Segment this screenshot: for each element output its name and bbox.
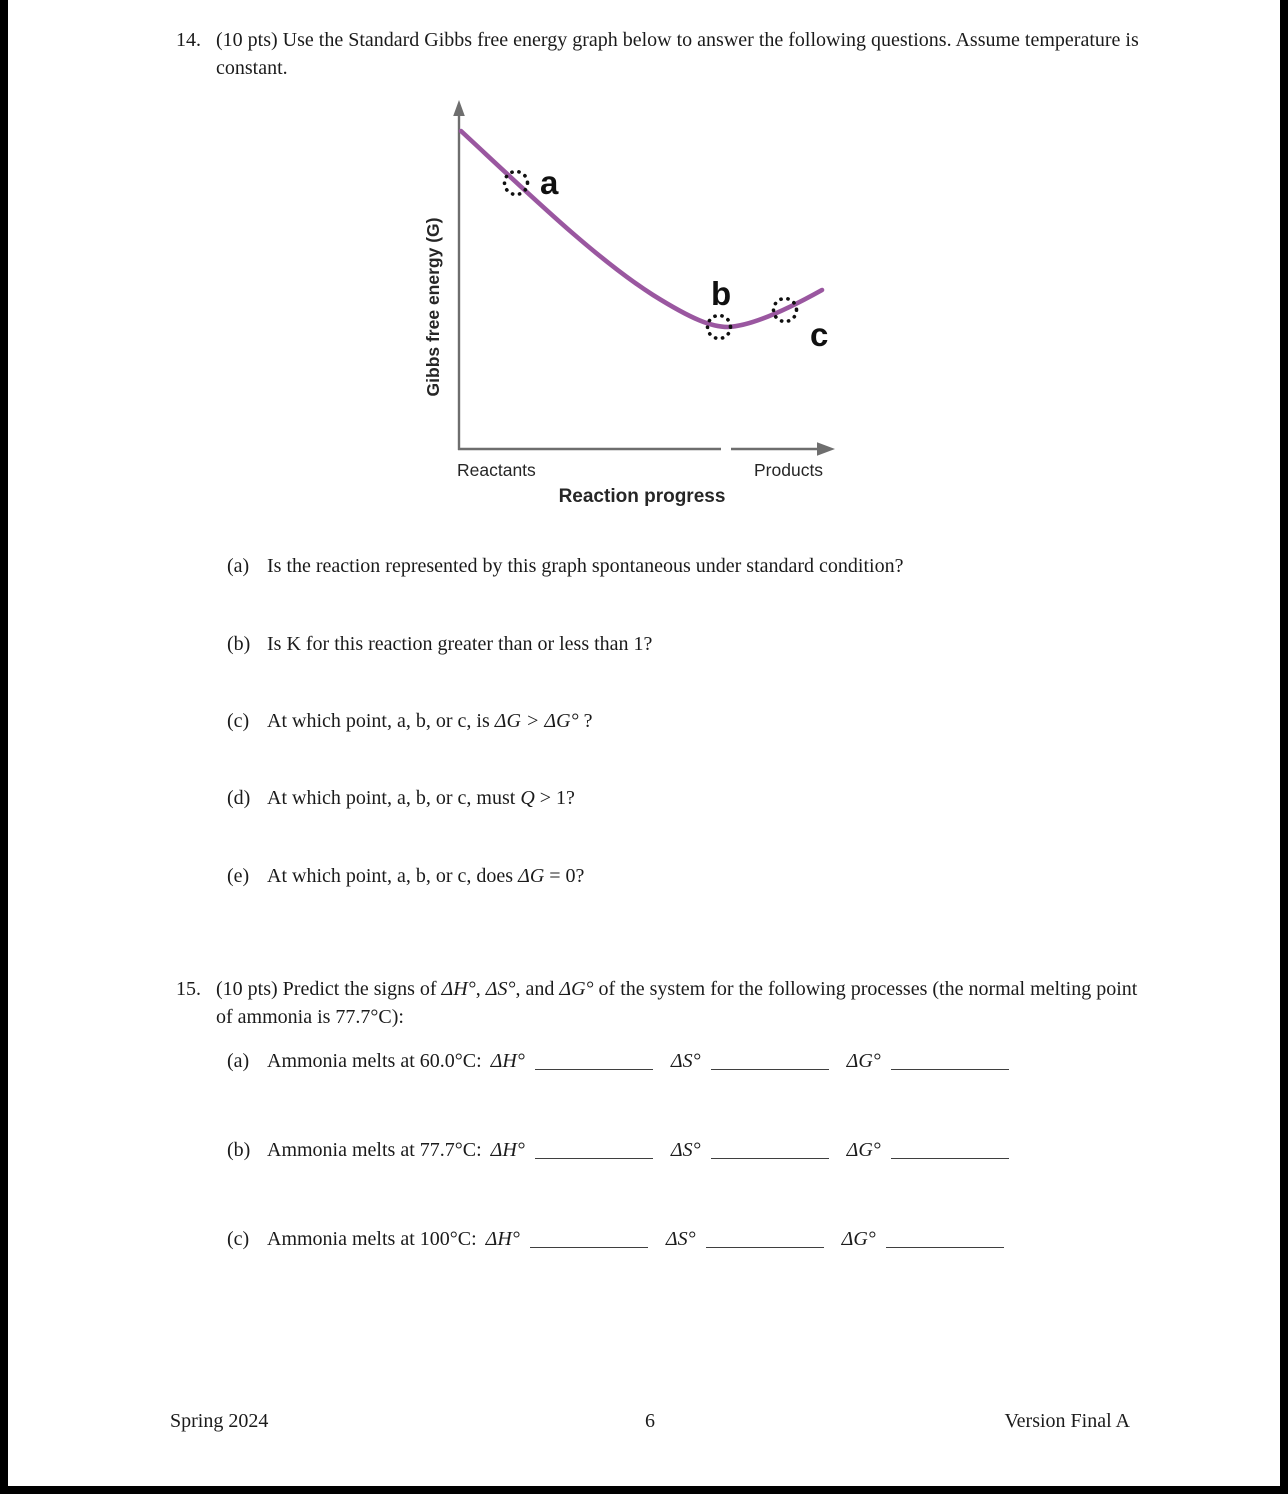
item-label: (a) xyxy=(227,1050,250,1072)
answer-blank xyxy=(535,1138,653,1159)
footer-version: Version Final A xyxy=(1004,1410,1130,1432)
x-axis-start-label: Reactants xyxy=(457,460,536,480)
point-a-label: a xyxy=(540,164,559,201)
question-15-text: (10 pts) Predict the signs of ΔH°, ΔS°, and ΔG° of the system for the following processes (the normal melting point of ammonia is 77.7°C): xyxy=(216,978,1138,1028)
question-15 xyxy=(176,975,1151,1031)
question-15-number: 15. xyxy=(176,978,201,1000)
graph-svg xyxy=(410,93,855,511)
delta-s-symbol: ΔS° xyxy=(670,1050,701,1072)
answer-blank xyxy=(886,1227,1004,1248)
question-14-item-b xyxy=(227,630,652,658)
delta-h-symbol: ΔH° xyxy=(485,1228,520,1250)
item-label: (b) xyxy=(227,1139,251,1161)
question-14-item-c xyxy=(227,707,593,735)
gibbs-energy-graph xyxy=(410,93,855,511)
gibbs-curve xyxy=(461,131,822,327)
footer-semester: Spring 2024 xyxy=(170,1410,269,1432)
x-axis-end-label: Products xyxy=(754,460,824,480)
answer-blank xyxy=(535,1049,653,1070)
point-c-label: c xyxy=(810,316,829,353)
question-14-number: 14. xyxy=(176,29,201,51)
scan-border-right xyxy=(1280,0,1288,1494)
question-14 xyxy=(176,26,1151,82)
item-text: Ammonia melts at 100°C: xyxy=(267,1228,477,1250)
scan-border-left xyxy=(0,0,8,1494)
item-text: At which point, a, b, or c, is ΔG > ΔG° ? xyxy=(267,710,593,732)
delta-g-symbol: ΔG° xyxy=(846,1139,881,1161)
item-label: (e) xyxy=(227,865,250,887)
question-15-row-b xyxy=(227,1135,1009,1164)
delta-h-symbol: ΔH° xyxy=(490,1139,525,1161)
item-text: At which point, a, b, or c, does ΔG = 0? xyxy=(267,865,585,887)
scan-border-bottom xyxy=(0,1486,1288,1494)
delta-g-symbol: ΔG° xyxy=(846,1050,881,1072)
answer-blank xyxy=(891,1049,1009,1070)
answer-blank xyxy=(530,1227,648,1248)
item-text: Is the reaction represented by this graph spontaneous under standard condition? xyxy=(267,555,904,577)
y-axis-arrow xyxy=(453,100,465,116)
delta-g-symbol: ΔG° xyxy=(841,1228,876,1250)
question-15-row-c xyxy=(227,1224,1004,1253)
answer-blank xyxy=(706,1227,824,1248)
item-label: (c) xyxy=(227,710,250,732)
question-14-text: (10 pts) Use the Standard Gibbs free energy graph below to answer the following questions. Assume temperature is constant. xyxy=(216,29,1139,79)
item-text: Ammonia melts at 77.7°C: xyxy=(267,1139,482,1161)
item-text: At which point, a, b, or c, must Q > 1? xyxy=(267,787,575,809)
answer-blank xyxy=(891,1138,1009,1159)
item-label: (b) xyxy=(227,633,251,655)
question-14-item-e xyxy=(227,862,584,890)
answer-blank xyxy=(711,1138,829,1159)
delta-s-symbol: ΔS° xyxy=(665,1228,696,1250)
question-15-row-a xyxy=(227,1046,1009,1075)
item-label: (a) xyxy=(227,555,250,577)
delta-s-symbol: ΔS° xyxy=(670,1139,701,1161)
question-14-item-d xyxy=(227,784,575,812)
item-label: (d) xyxy=(227,787,251,809)
item-text: Ammonia melts at 60.0°C: xyxy=(267,1050,482,1072)
y-axis-label: Gibbs free energy (G) xyxy=(423,217,443,397)
item-text: Is K for this reaction greater than or less than 1? xyxy=(267,633,653,655)
answer-blank xyxy=(711,1049,829,1070)
item-label: (c) xyxy=(227,1228,250,1250)
question-14-item-a xyxy=(227,552,903,580)
x-axis-arrow xyxy=(817,442,835,456)
delta-h-symbol: ΔH° xyxy=(490,1050,525,1072)
x-axis-title: Reaction progress xyxy=(558,486,726,507)
point-b-label: b xyxy=(711,275,732,312)
footer-page-number: 6 xyxy=(645,1410,655,1432)
